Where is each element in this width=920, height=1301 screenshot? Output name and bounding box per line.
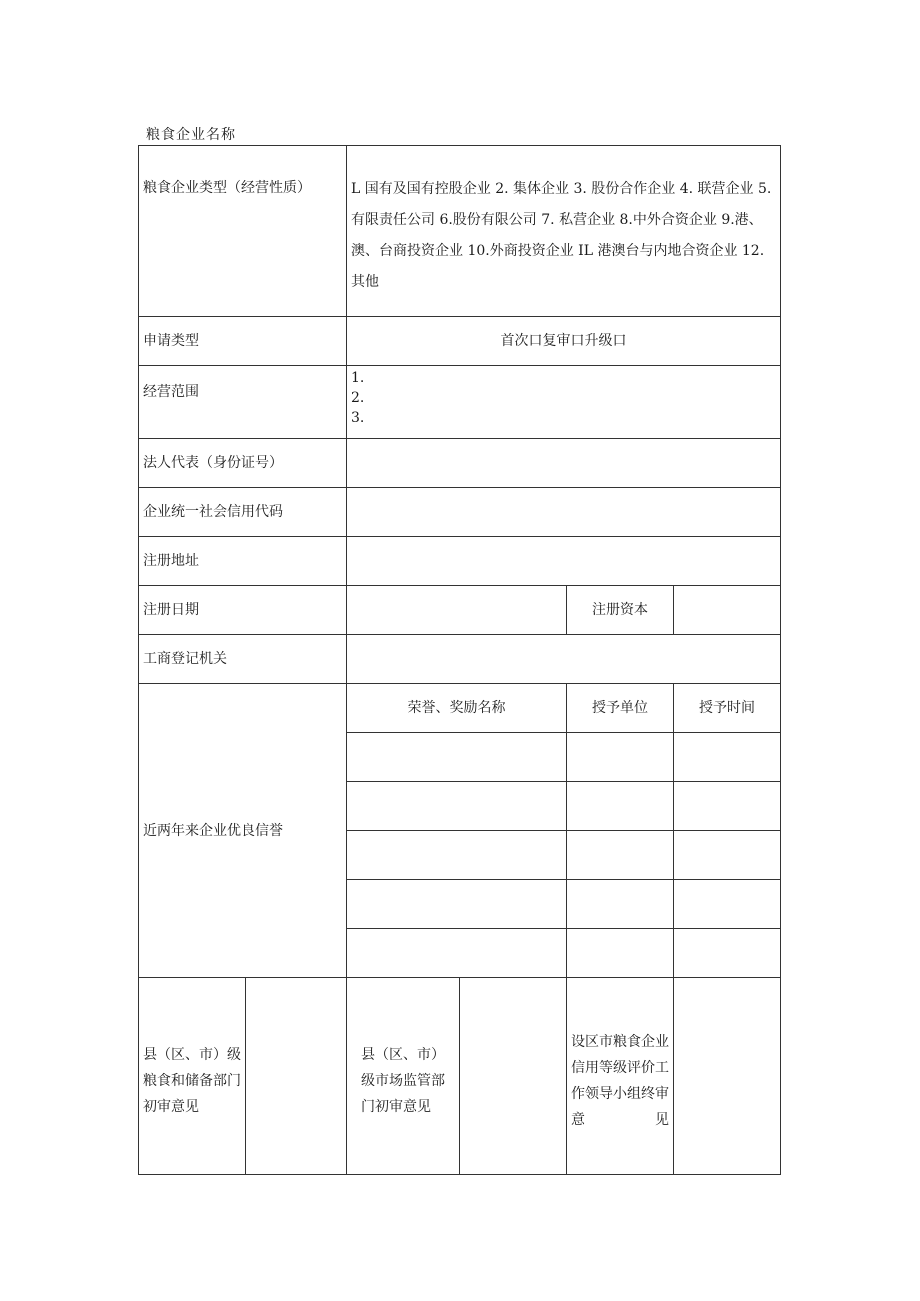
- business-scope-item-1: 1.: [351, 370, 365, 386]
- business-scope-item-2: 2.: [351, 390, 365, 406]
- application-type-row: [139, 317, 781, 366]
- honor-issuer-cell[interactable]: [567, 782, 674, 831]
- registered-capital-label: 注册资本: [567, 586, 674, 635]
- county-market-review-label: 县（区、市）级市场监管部门初审意见: [347, 978, 460, 1175]
- credit-code-row: [139, 488, 781, 537]
- county-grain-review-field[interactable]: [246, 978, 347, 1175]
- enterprise-type-label: 粮食企业类型（经营性质）: [139, 146, 347, 317]
- registered-address-label: 注册地址: [139, 537, 347, 586]
- registration-date-field[interactable]: [347, 586, 567, 635]
- honor-name-cell[interactable]: [347, 831, 567, 880]
- business-scope-field[interactable]: [347, 366, 781, 439]
- honor-date-cell[interactable]: [674, 880, 781, 929]
- credit-code-field[interactable]: [347, 488, 781, 537]
- county-market-review-field[interactable]: [460, 978, 567, 1175]
- registration-authority-label: 工商登记机关: [139, 635, 347, 684]
- credit-code-label: 企业统一社会信用代码: [139, 488, 347, 537]
- business-scope-item-3: 3.: [351, 410, 365, 426]
- honors-header-row: [139, 684, 781, 733]
- registered-address-field[interactable]: [347, 537, 781, 586]
- registered-address-row: [139, 537, 781, 586]
- honors-col-issuer: 授予单位: [567, 684, 674, 733]
- registered-capital-field[interactable]: [674, 586, 781, 635]
- form-caption: 粮食企业名称: [146, 127, 236, 143]
- enterprise-type-options[interactable]: L 国有及国有控股企业 2. 集体企业 3. 股份合作企业 4. 联营企业 5.有限责任公司 6.股份有限公司 7. 私营企业 8.中外合资企业 9.港、澳、台商投资企业 10.外商投资企业 IL 港澳台与内地合资企业 12. 其他: [347, 146, 781, 317]
- business-scope-label: 经营范围: [139, 366, 347, 439]
- honors-col-name: 荣誉、奖励名称: [347, 684, 567, 733]
- honor-issuer-cell[interactable]: [567, 880, 674, 929]
- city-final-review-label: 设区市粮食企业信用等级评价工作领导小组终审意见: [567, 978, 674, 1175]
- business-scope-row: [139, 366, 781, 439]
- honor-date-cell[interactable]: [674, 929, 781, 978]
- honor-name-cell[interactable]: [347, 880, 567, 929]
- application-type-label: 申请类型: [139, 317, 347, 366]
- honor-date-cell[interactable]: [674, 831, 781, 880]
- review-row: [139, 978, 781, 1175]
- legal-rep-label: 法人代表（身份证号）: [139, 439, 347, 488]
- registration-authority-row: [139, 635, 781, 684]
- honor-date-cell[interactable]: [674, 782, 781, 831]
- honors-label: 近两年来企业优良信誉: [139, 684, 347, 978]
- honor-name-cell[interactable]: [347, 782, 567, 831]
- credit-application-form: [138, 145, 781, 1175]
- city-final-review-field[interactable]: [674, 978, 781, 1175]
- registration-date-row: [139, 586, 781, 635]
- honor-name-cell[interactable]: [347, 929, 567, 978]
- legal-rep-row: [139, 439, 781, 488]
- honors-col-date: 授予时间: [674, 684, 781, 733]
- county-grain-review-label: 县（区、市）级粮食和储备部门初审意见: [139, 978, 246, 1175]
- honor-name-cell[interactable]: [347, 733, 567, 782]
- registration-authority-field[interactable]: [347, 635, 781, 684]
- registration-date-label: 注册日期: [139, 586, 347, 635]
- honor-issuer-cell[interactable]: [567, 733, 674, 782]
- application-type-options[interactable]: 首次口复审口升级口: [347, 317, 781, 366]
- honor-issuer-cell[interactable]: [567, 929, 674, 978]
- honor-issuer-cell[interactable]: [567, 831, 674, 880]
- legal-rep-field[interactable]: [347, 439, 781, 488]
- honor-date-cell[interactable]: [674, 733, 781, 782]
- enterprise-type-row: [139, 146, 781, 317]
